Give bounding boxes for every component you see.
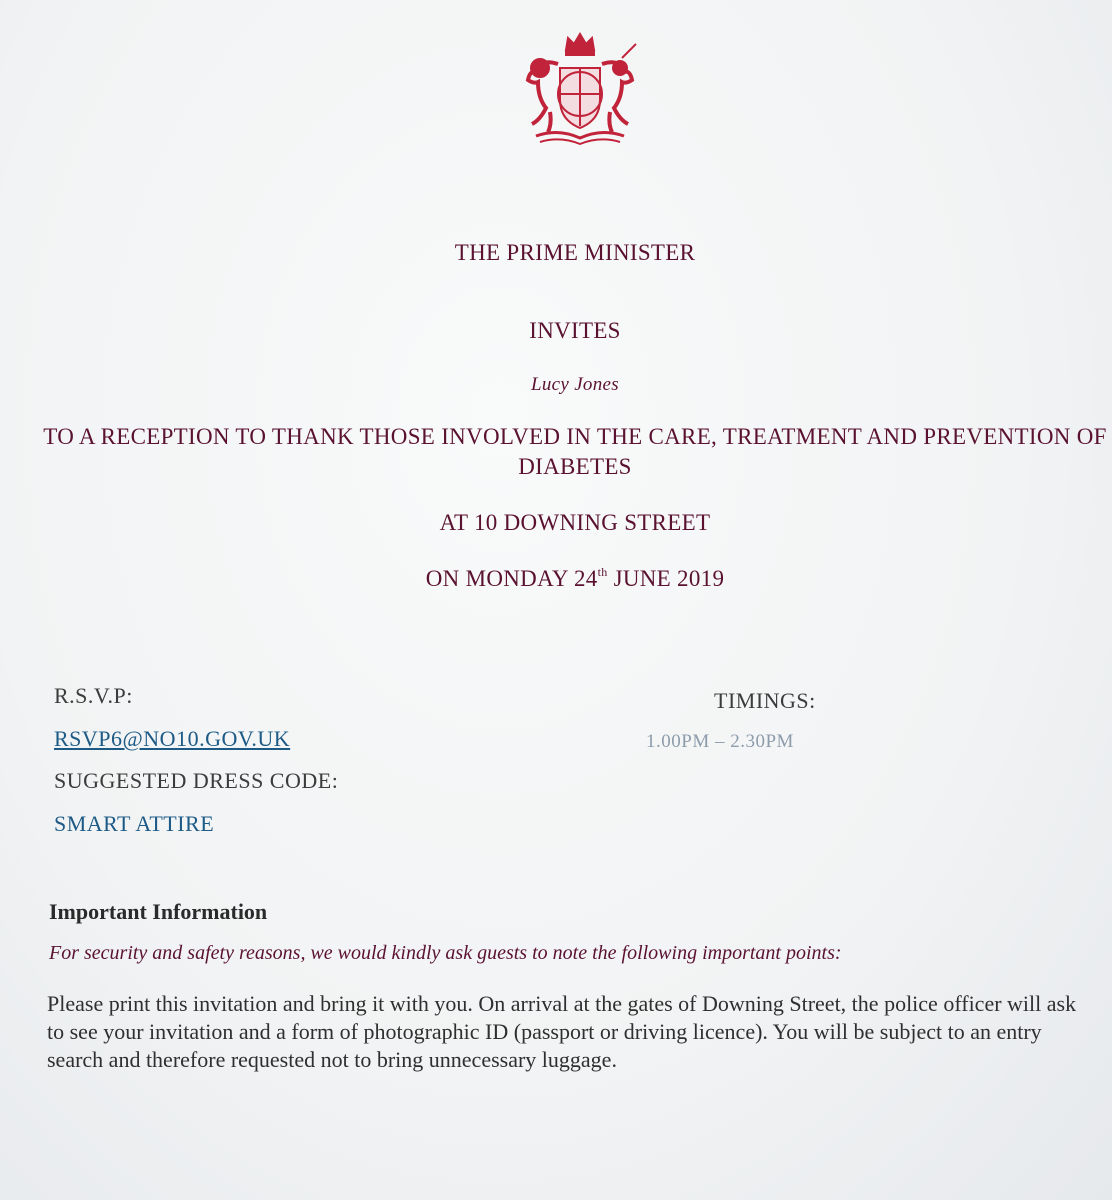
royal-coat-of-arms-icon <box>510 28 650 150</box>
invites-line: INVITES <box>529 318 621 343</box>
date-ordinal: th <box>597 565 608 579</box>
date-rest: JUNE 2019 <box>607 566 725 591</box>
rsvp-label: R.S.V.P: <box>54 683 133 708</box>
important-info-intro: For security and safety reasons, we would kindly ask guests to note the following important points: <box>49 942 842 964</box>
dress-code-value: SMART ATTIRE <box>54 811 215 836</box>
date-prefix: ON MONDAY 24 <box>425 566 598 591</box>
venue-line: AT 10 DOWNING STREET <box>439 510 711 535</box>
rsvp-email-link[interactable]: RSVP6@NO10.GOV.UK <box>54 726 291 751</box>
important-info-heading: Important Information <box>49 899 268 924</box>
guest-name: Lucy Jones <box>531 374 619 395</box>
dress-code-label: SUGGESTED DRESS CODE: <box>54 768 339 793</box>
reception-description: TO A RECEPTION TO THANK THOSE INVOLVED IN THE CARE, TREATMENT AND PREVENTION OF DIABETES <box>43 424 1107 479</box>
important-info-body: Please print this invitation and bring it with you. On arrival at the gates of Downing Street, the police officer will ask to see your invitation and a form of photographic ID (passport or driving licence). You will be subject to an entry search and therefore requested not to bring unnecessary luggage. <box>47 991 1077 1072</box>
event-date <box>0 565 1112 592</box>
invitation-title: THE PRIME MINISTER <box>454 240 696 265</box>
timings-value: 1.00PM – 2.30PM <box>646 731 794 752</box>
timings-label: TIMINGS: <box>714 688 816 713</box>
